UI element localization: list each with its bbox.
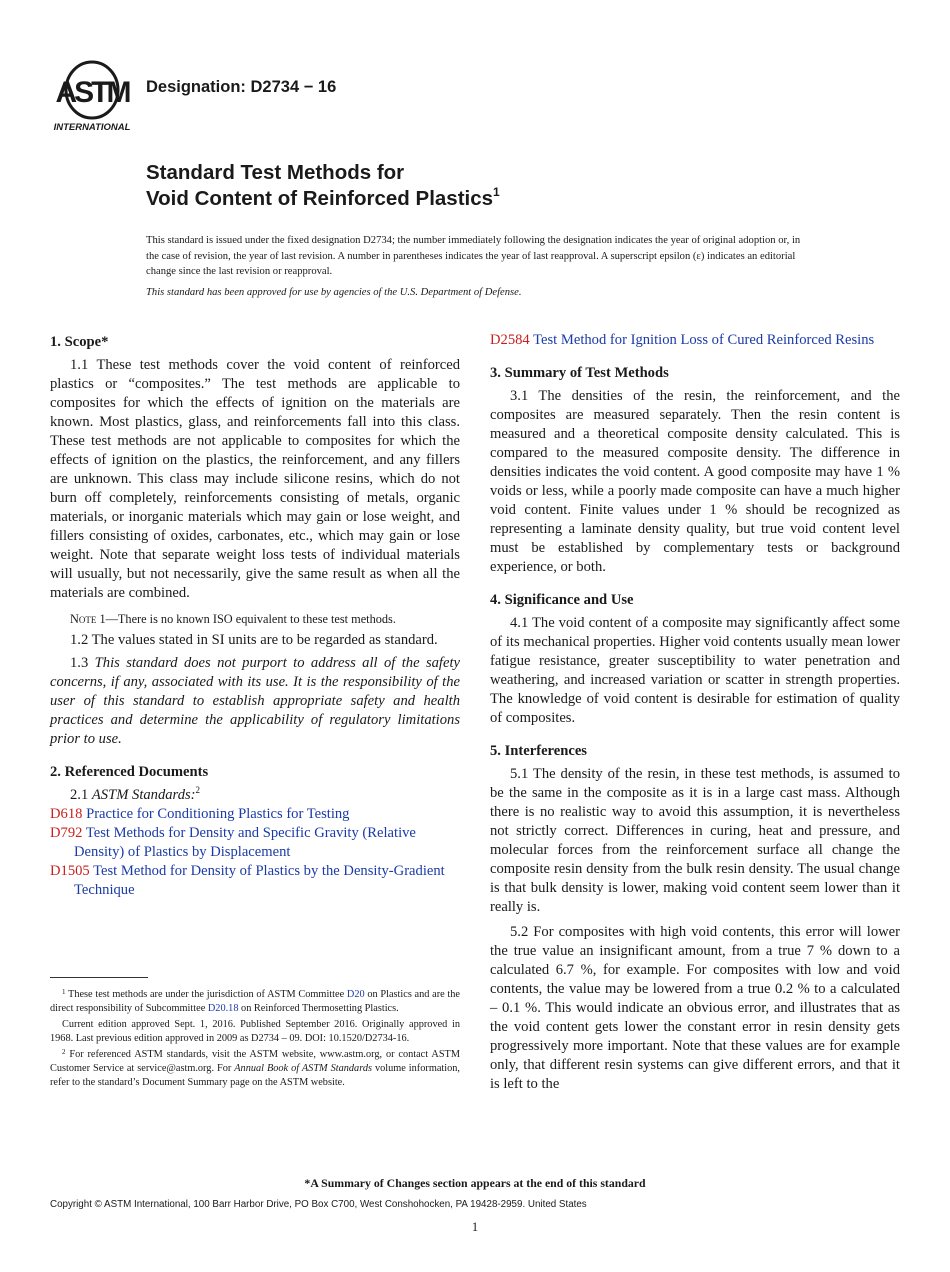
preamble: This standard is issued under the fixed designation D2734; the number immediately following the designation indicates the year of original adoption or, in the case of revision, the year of last revision. A number in parentheses indicates the year of last reapproval. A superscript epsilon (ε) indicates an editorial change since the last revision or reapproval. bbox=[146, 235, 801, 277]
title-line-2: Void Content of Reinforced Plastics$^1$ bbox=[146, 185, 500, 210]
ref-d792[interactable]: D792 Test Methods for Density and Specific Gravity (Relative Density) of Plastics by Displacement bbox=[50, 825, 416, 860]
svg-text:INTERNATIONAL: INTERNATIONAL bbox=[53, 122, 131, 133]
paragraph-3-1: 3.1 The densities of the resin, the reinforcement, and the composites are measured separately. Then the resin content is measured and a theoretical composite density calculated. This is compared to the measured composite density. The difference in densities indicates the void content. A good composite may have 1 % voids or less, while a poorly made composite can have a much higher void content. Finite values under 1 % should be recognized as representing a laminate density quality, but true void content level must be established by complementary tests or background experience, or both. bbox=[490, 388, 900, 575]
paragraph-2-1: 2.1 ASTM Standards:$^2$ bbox=[70, 785, 201, 803]
paragraph-1-1: 1.1 These test methods cover the void content of reinforced plastics or “composites.” The test methods are applicable to composites for which the effects of ignition on the materials are known. Most plastics, glass, and reinforcements fall into this class. These test methods are not applicable to composites for which the effects of ignition on the plastics, the reinforcement, and any fillers are unknown. This class may include silicone resins, which do not burn off completely, reinforcements consisting of metals, organic materials, or inorganic materials which may gain or lose weight, and fillers consisting of oxides, carbonates, etc., which may gain or lose weight. Note that separate weight loss tests of individual materials will usually, but not necessarily, give the same result as when all the materials are combined. bbox=[50, 357, 460, 601]
section-4-heading: 4. Significance and Use bbox=[490, 592, 634, 608]
note-1: Note 1—There is no known ISO equivalent to these test methods. bbox=[70, 612, 396, 626]
footnote-edition: Current edition approved Sept. 1, 2016. Published September 2016. Originally approved in 1968. Last previous edition approved in 2009 as D2734 – 09. DOI: 10.1520/D2734-16. bbox=[50, 1019, 460, 1044]
section-1-heading: 1. Scope* bbox=[50, 334, 109, 350]
section-3-heading: 3. Summary of Test Methods bbox=[490, 365, 669, 381]
approved-note: This standard has been approved for use by agencies of the U.S. Department of Defense. bbox=[146, 287, 522, 298]
ref-d2584[interactable]: D2584 Test Method for Ignition Loss of Cured Reinforced Resins bbox=[490, 332, 875, 348]
astm-logo bbox=[50, 58, 134, 134]
page-title bbox=[146, 160, 500, 212]
paragraph-1-3: 1.3 This standard does not purport to address all of the safety concerns, if any, associated with its use. It is the responsibility of the user of this standard to establish appropriate safety and health practices and determine the applicability of regulatory limitations prior to use. bbox=[50, 655, 460, 747]
footnote-2: $^2$ For referenced ASTM standards, visit the ASTM website, www.astm.org, or contact ASTM Customer Service at service@astm.org. For Annual Book of ASTM Standards volume information, refer to the standard’s Document Summary page on the ASTM website. bbox=[50, 1048, 460, 1088]
ref-d618[interactable]: D618 Practice for Conditioning Plastics for Testing bbox=[50, 806, 350, 822]
link-d20-18[interactable]: D20.18 bbox=[207, 1003, 239, 1014]
paragraph-1-2: 1.2 The values stated in SI units are to be regarded as standard. bbox=[70, 632, 438, 648]
right-column bbox=[490, 331, 900, 1094]
title-footnote-mark: 1 bbox=[493, 185, 500, 199]
svg-text:ASTM: ASTM bbox=[55, 76, 129, 109]
footnote-rule bbox=[50, 977, 148, 978]
left-column bbox=[50, 333, 460, 900]
footnote-1: $^1$ These test methods are under the jurisdiction of ASTM Committee D20 on Plastics and are the direct responsibility of Subcommittee D20.18 on Reinforced Thermosetting Plastics. bbox=[50, 988, 461, 1014]
page-number: 1 bbox=[471, 1220, 479, 1234]
summary-of-changes-note: *A Summary of Changes section appears at the end of this standard bbox=[304, 1176, 646, 1190]
title-line-1: Standard Test Methods for bbox=[146, 161, 405, 184]
paragraph-5-2: 5.2 For composites with high void contents, this error will lower the true value an insignificant amount, from a true 7 % down to a calculated 6.7 %, for example. For composites with low and void contents, the value may be lowered from a true 0.2 % to a calculated – 0.1 %. This would indicate an obvious error, and illustrates that as the void content gets lower the constant error in resin density gets progressively more important. Note that these values are for example only, that different resin systems can give different errors, and that it is left to the bbox=[490, 924, 900, 1092]
paragraph-5-1: 5.1 The density of the resin, in these test methods, is assumed to be the same in the composite as it is in a large cast mass. Although there is no realistic way to avoid this assumption, it is nevertheless not strictly correct. Differences in curing, heat and pressure, and molecular forces from the reinforcement surface all change the composite resin density from the bulk resin density. The usual change is that bulk density is lower, making void content seem lower than it really is. bbox=[490, 766, 900, 915]
ref-d1505[interactable]: D1505 Test Method for Density of Plastics by the Density-Gradient Technique bbox=[50, 863, 445, 898]
section-2-heading: 2. Referenced Documents bbox=[50, 764, 209, 780]
copyright: Copyright © ASTM International, 100 Barr Harbor Drive, PO Box C700, West Conshohocken, PA 19428-2959. United States bbox=[50, 1199, 587, 1210]
paragraph-4-1: 4.1 The void content of a composite may significantly affect some of its mechanical properties. Higher void contents usually mean lower fatigue resistance, greater susceptibility to water penetration and weathering, and increased variation or scatter in strength properties. The knowledge of void content is desirable for estimation of quality of composites. bbox=[490, 615, 900, 726]
footnotes bbox=[50, 988, 460, 1090]
link-d20[interactable]: D20 bbox=[346, 989, 365, 1000]
designation: Designation: D2734 − 16 bbox=[146, 78, 337, 96]
section-5-heading: 5. Interferences bbox=[490, 743, 587, 759]
